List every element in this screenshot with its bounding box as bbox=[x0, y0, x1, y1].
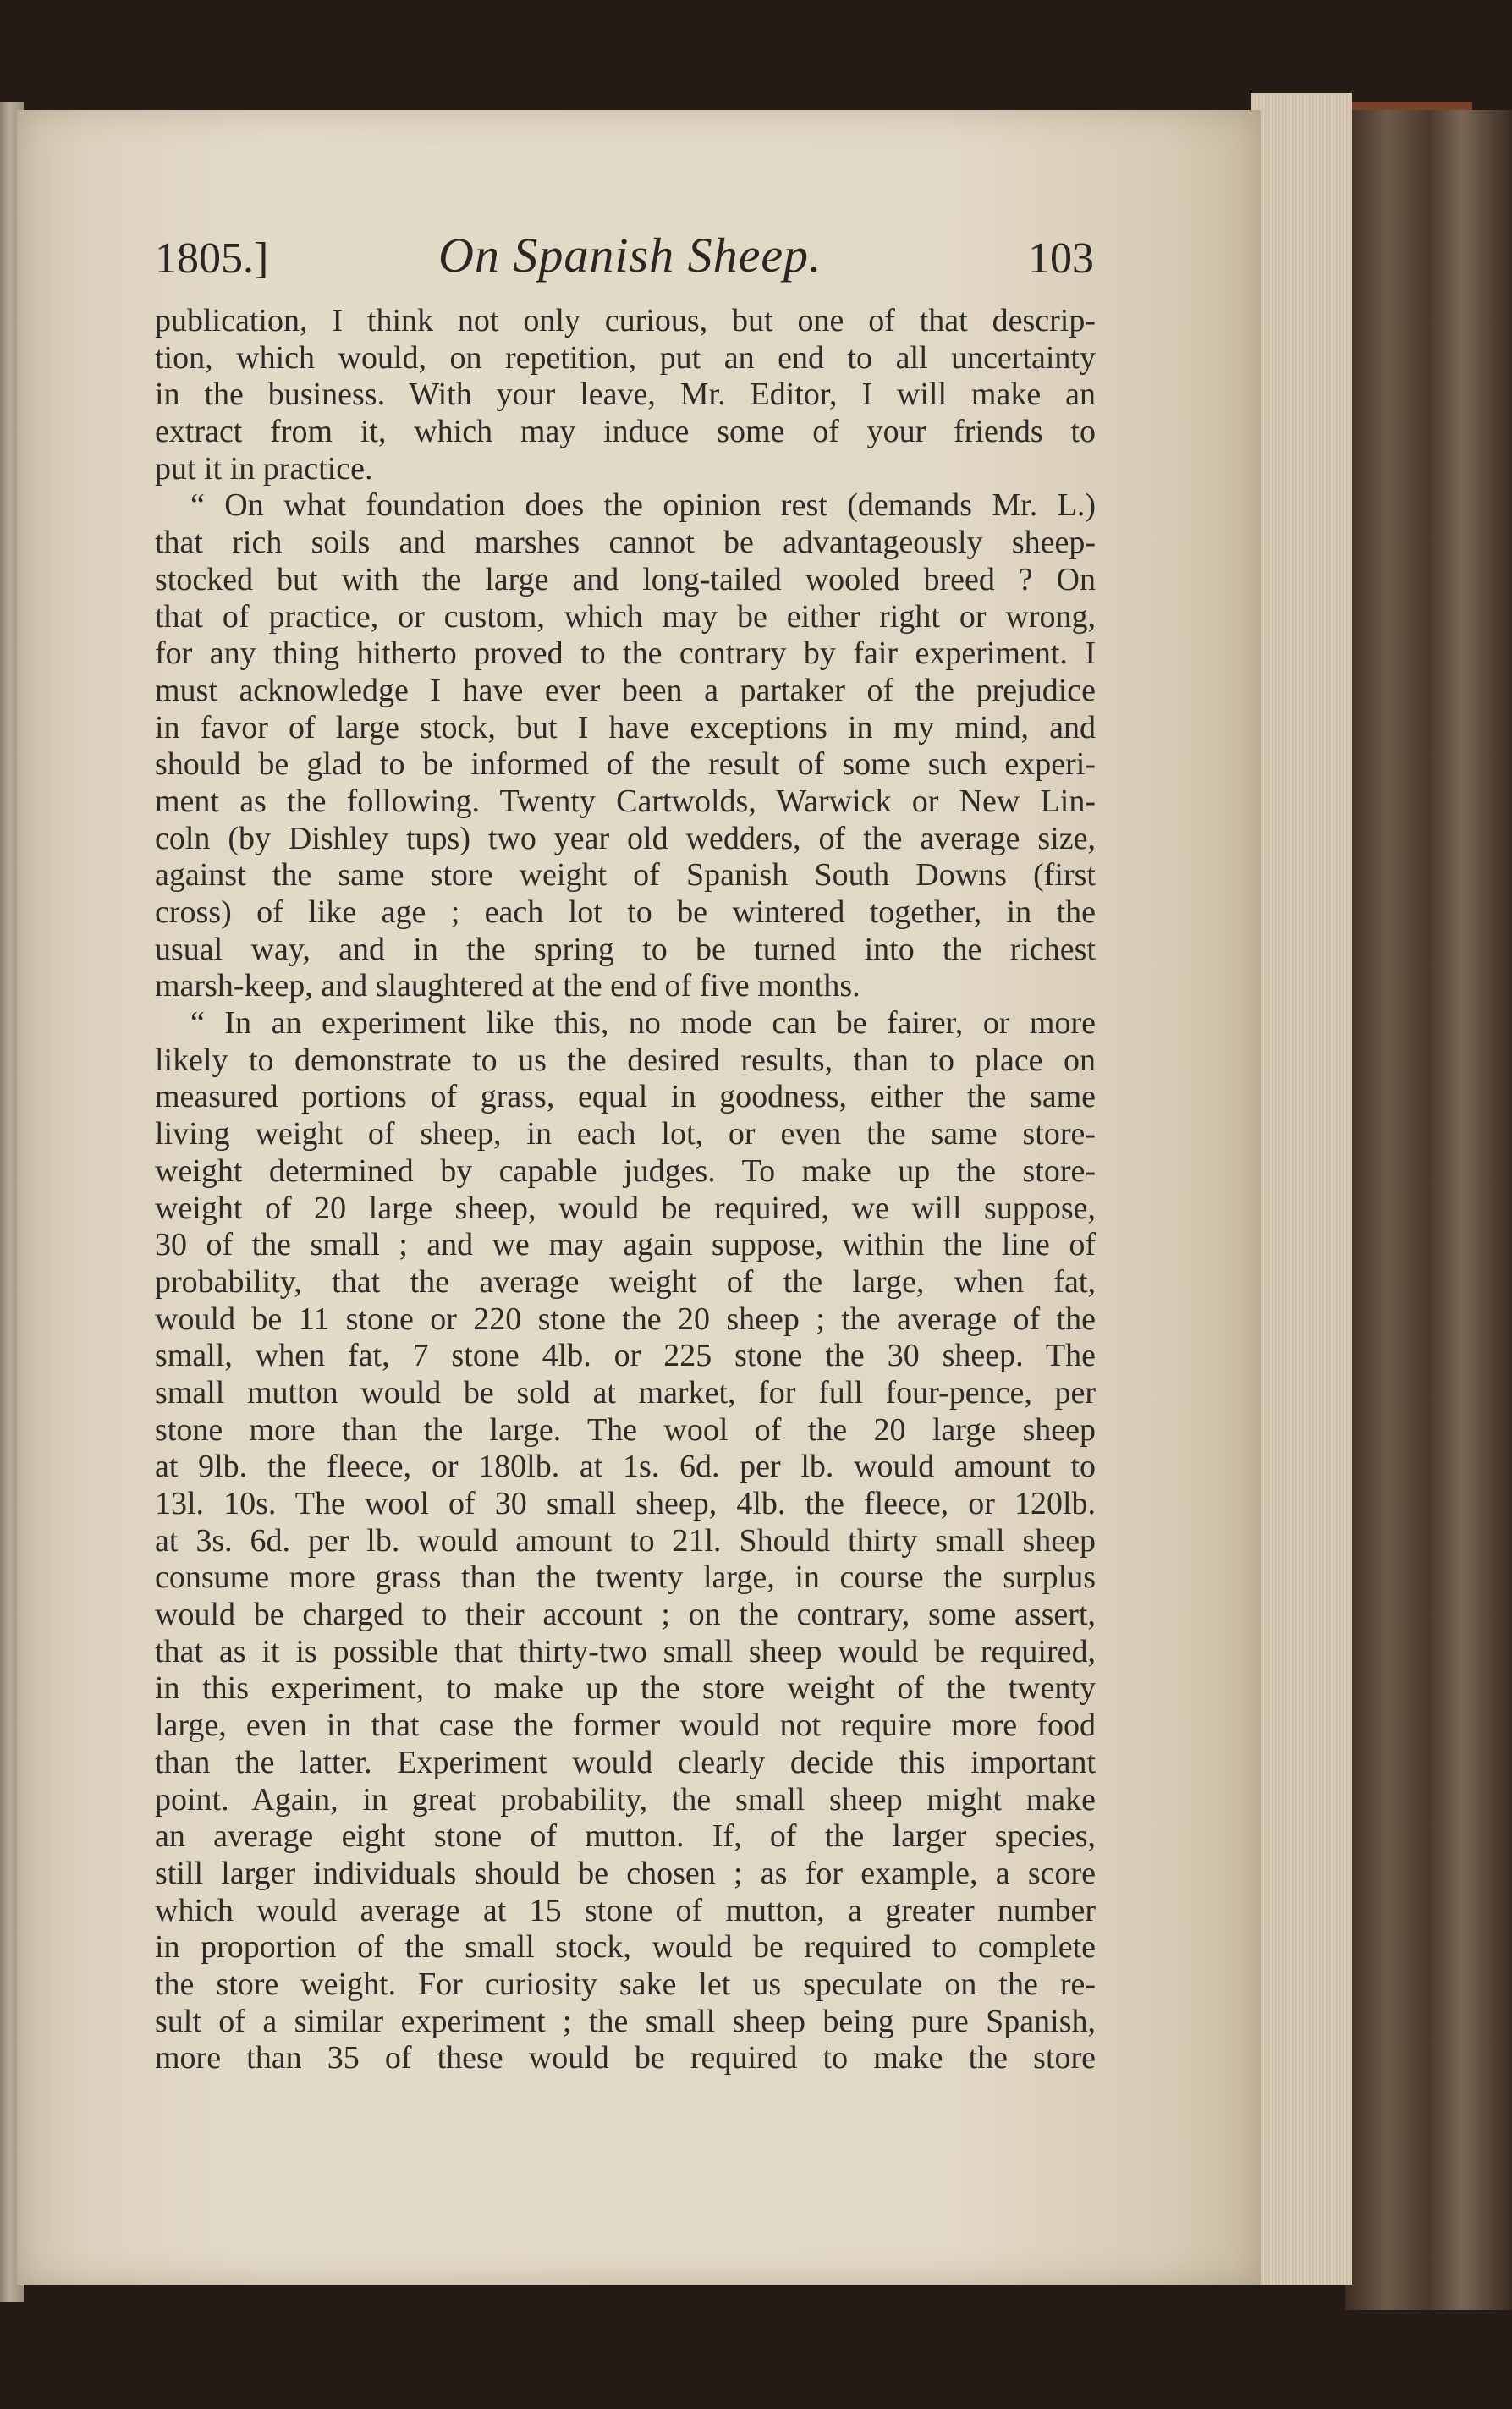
text-line: tion, which would, on repetition, put an end to all uncertainty bbox=[155, 339, 1096, 376]
header-title: On Spanish Sheep. bbox=[438, 228, 822, 283]
text-line: extract from it, which may induce some of your friends to bbox=[155, 414, 1096, 450]
text-line: sult of a similar experiment ; the small sheep being pure Spanish, bbox=[155, 2003, 1096, 2039]
text-line: publication, I think not only curious, but one of that descrip- bbox=[155, 303, 1096, 338]
text-line: stone more than the large. The wool of the 20 large sheep bbox=[155, 1411, 1096, 1448]
text-line: large, even in that case the former would not require more food bbox=[155, 1708, 1096, 1744]
text-line: measured portions of grass, equal in goodness, either the same bbox=[155, 1079, 1096, 1115]
text-line: 30 of the small ; and we may again suppose, within the line of bbox=[155, 1227, 1096, 1263]
text-line: must acknowledge I have ever been a partaker of the prejudice bbox=[155, 672, 1096, 708]
text-line: would be 11 stone or 220 stone the 20 sheep ; the average of the bbox=[155, 1301, 1096, 1337]
text-line: “ In an experiment like this, no mode can be fairer, or more bbox=[190, 1005, 1096, 1042]
text-line: weight of 20 large sheep, would be required, we will suppose, bbox=[155, 1190, 1096, 1226]
running-header bbox=[155, 227, 1094, 294]
text-line: in the business. With your leave, Mr. Editor, I will make an bbox=[155, 377, 1096, 413]
text-line: 13l. 10s. The wool of 30 small sheep, 4lb. the fleece, or 120lb. bbox=[155, 1486, 1096, 1521]
page-number: 103 bbox=[1028, 234, 1094, 283]
text-line: in proportion of the small stock, would be required to complete bbox=[155, 1929, 1096, 1966]
text-line: against the same store weight of Spanish South Downs (first bbox=[155, 857, 1096, 894]
text-line: living weight of sheep, in each lot, or even the same store- bbox=[155, 1116, 1096, 1152]
text-line: coln (by Dishley tups) two year old wedders, of the average size, bbox=[155, 820, 1096, 856]
text-line: small, when fat, 7 stone 4lb. or 225 stone the 30 sheep. The bbox=[155, 1338, 1096, 1374]
text-line: in this experiment, to make up the store weight of the twenty bbox=[155, 1670, 1096, 1707]
text-line: probability, that the average weight of the large, when fat, bbox=[155, 1263, 1096, 1300]
text-line: an average eight stone of mutton. If, of the larger species, bbox=[155, 1818, 1096, 1855]
text-line: which would average at 15 stone of mutton, a greater number bbox=[155, 1892, 1096, 1928]
book-binding bbox=[1345, 110, 1512, 2310]
text-line: likely to demonstrate to us the desired results, than to place on bbox=[155, 1042, 1096, 1078]
text-line: would be charged to their account ; on the contrary, some assert, bbox=[155, 1597, 1096, 1633]
text-line: point. Again, in great probability, the small sheep might make bbox=[155, 1781, 1096, 1818]
text-line: more than 35 of these would be required to make the store bbox=[155, 2040, 1096, 2076]
text-line: that of practice, or custom, which may be either right or wrong, bbox=[155, 598, 1096, 635]
header-year: 1805.] bbox=[155, 234, 269, 283]
text-line: should be glad to be informed of the result of some such experi- bbox=[155, 746, 1096, 783]
text-line: at 9lb. the fleece, or 180lb. at 1s. 6d. per lb. would amount to bbox=[155, 1449, 1096, 1485]
text-line: for any thing hitherto proved to the contrary by fair experiment. I bbox=[155, 635, 1096, 672]
text-line: stocked but with the large and long-tailed wooled breed ? On bbox=[155, 561, 1096, 597]
text-line: ment as the following. Twenty Cartwolds, Warwick or New Lin- bbox=[155, 783, 1096, 819]
text-line: consume more grass than the twenty large, in course the surplus bbox=[155, 1559, 1096, 1596]
text-line: the store weight. For curiosity sake let us speculate on the re- bbox=[155, 1966, 1096, 2002]
text-line: than the latter. Experiment would clearly decide this important bbox=[155, 1744, 1096, 1780]
text-line: in favor of large stock, but I have exceptions in my mind, and bbox=[155, 709, 1096, 745]
text-line: that as it is possible that thirty-two small sheep would be required, bbox=[155, 1633, 1096, 1669]
text-line: small mutton would be sold at market, for full four-pence, per bbox=[155, 1374, 1096, 1411]
text-line: usual way, and in the spring to be turned into the richest bbox=[155, 931, 1096, 967]
text-line: still larger individuals should be chosen ; as for example, a score bbox=[155, 1855, 1096, 1891]
text-line: put it in practice. bbox=[155, 450, 373, 487]
text-line: cross) of like age ; each lot to be wintered together, in the bbox=[155, 894, 1096, 930]
text-line: that rich soils and marshes cannot be advantageously sheep- bbox=[155, 525, 1096, 561]
text-line: marsh-keep, and slaughtered at the end of five months. bbox=[155, 968, 860, 1004]
text-line: weight determined by capable judges. To make up the store- bbox=[155, 1152, 1096, 1189]
page-fore-edge bbox=[1251, 93, 1352, 2285]
text-line: “ On what foundation does the opinion rest (demands Mr. L.) bbox=[190, 487, 1096, 524]
text-line: at 3s. 6d. per lb. would amount to 21l. Should thirty small sheep bbox=[155, 1522, 1096, 1559]
body-text bbox=[155, 303, 1096, 2077]
